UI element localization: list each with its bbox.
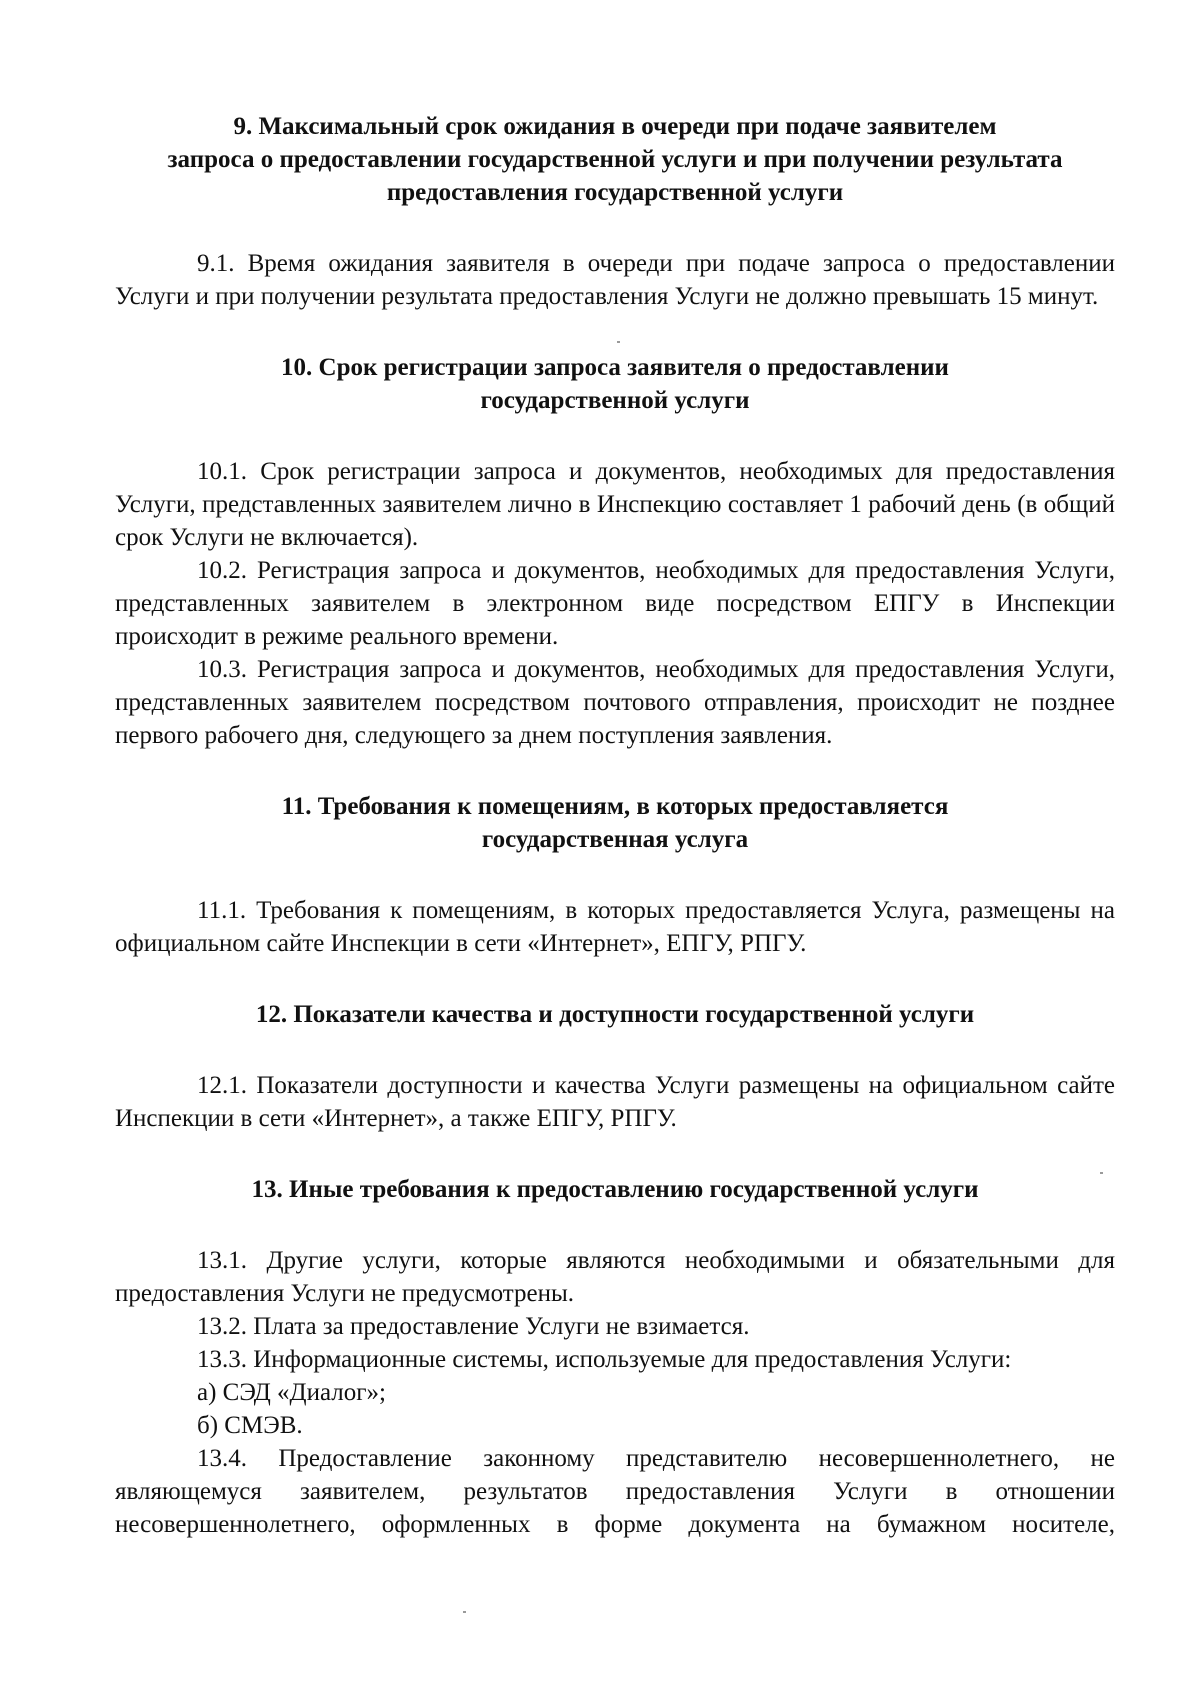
heading-line: запроса о предоставлении государственной услуги и при получении результата [167,146,1063,173]
paragraph-11-1: 11.1. Требования к помещениям, в которых предоставляется Услуга, размещены на официальном сайте Инспекции в сети «Интернет», ЕПГУ, РПГУ. [115,897,1115,957]
paragraph-12-1: 12.1. Показатели доступности и качества Услуги размещены на официальном сайте Инспекции в сети «Интернет», а также ЕПГУ, РПГУ. [115,1072,1115,1132]
list-item-b: б) СМЭВ. [197,1412,303,1439]
list-item-a: а) СЭД «Диалог»; [197,1379,386,1406]
scan-speck [1100,1172,1103,1174]
heading-line: 13. Иные требования к предоставлению государственной услуги [251,1176,979,1203]
section-13 [115,1173,1115,1541]
paragraph-10-1: 10.1. Срок регистрации запроса и документов, необходимых для предоставления Услуги, представленных заявителем лично в Инспекцию составляет 1 рабочий день (в общий срок Услуги не включается). [115,458,1115,551]
paragraph-13-4: 13.4. Предоставление законному представителю несовершеннолетнего, не являющемуся заявителем, результатов предоставления Услуги в отношении несовершеннолетнего, оформленных в форме документа на бумажном носителе, [115,1445,1115,1538]
scan-speck [617,341,620,343]
paragraph-13-3: 13.3. Информационные системы, используемые для предоставления Услуги: [197,1346,1012,1373]
section-9 [115,110,1115,313]
heading-line: предоставления государственной услуги [386,179,844,206]
heading-line: 10. Срок регистрации запроса заявителя о предоставлении [281,354,949,381]
paragraph-10-2: 10.2. Регистрация запроса и документов, необходимых для предоставления Услуги, представленных заявителем в электронном виде посредством ЕПГУ в Инспекции происходит в режиме реального времени. [115,557,1115,650]
section-11 [115,790,1115,960]
heading-line: 11. Требования к помещениям, в которых предоставляется [281,793,949,820]
section-13-heading [115,1173,1115,1206]
heading-line: 12. Показатели качества и доступности государственной услуги [255,1001,975,1028]
section-12 [115,998,1115,1135]
heading-line: государственная услуга [481,826,749,853]
section-11-heading [115,790,1115,856]
heading-line: 9. Максимальный срок ожидания в очереди при подаче заявителем [233,113,997,140]
heading-line: государственной услуги [480,387,750,414]
paragraph-13-1: 13.1. Другие услуги, которые являются необходимыми и обязательными для предоставления Услуги не предусмотрены. [115,1247,1115,1307]
section-9-heading [115,110,1115,209]
paragraph-9-1: 9.1. Время ожидания заявителя в очереди при подаче запроса о предоставлении Услуги и при получении результата предоставления Услуги не должно превышать 15 минут. [115,250,1115,310]
document-page [115,110,1115,1541]
section-12-heading [115,998,1115,1031]
section-10-heading [115,351,1115,417]
paragraph-10-3: 10.3. Регистрация запроса и документов, необходимых для предоставления Услуги, представленных заявителем посредством почтового отправления, происходит не позднее первого рабочего дня, следующего за днем поступления заявления. [115,656,1115,749]
section-10 [115,351,1115,752]
paragraph-13-2: 13.2. Плата за предоставление Услуги не взимается. [197,1313,750,1340]
scan-speck [463,1611,466,1613]
